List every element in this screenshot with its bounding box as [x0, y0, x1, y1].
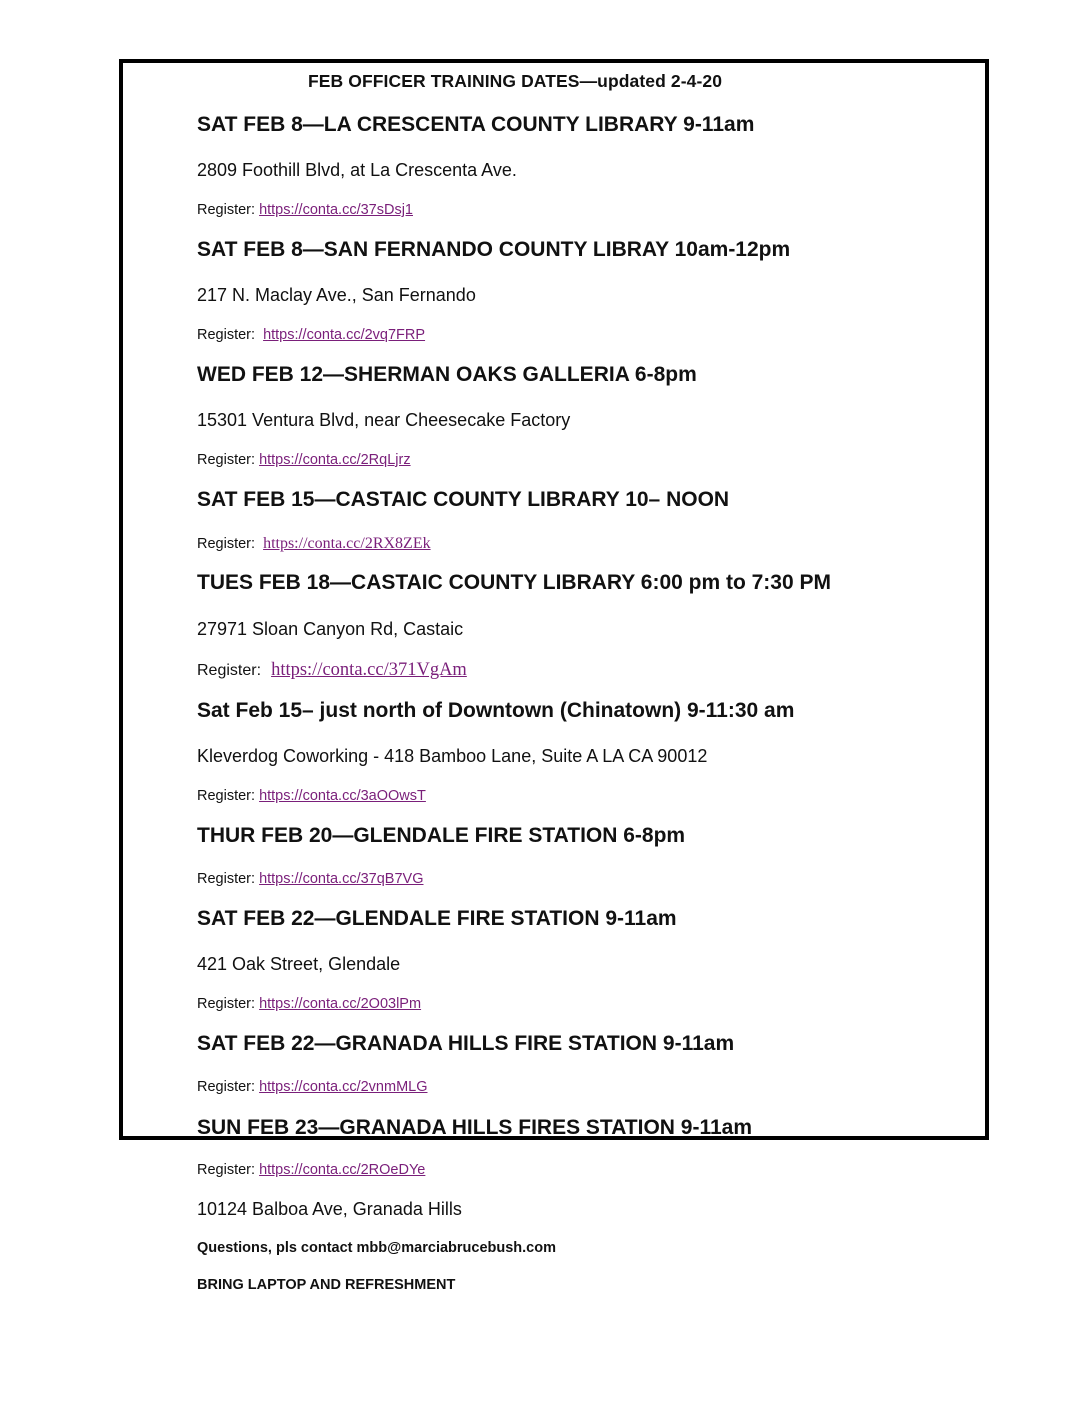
register-link[interactable]: https://conta.cc/3aOOwsT	[259, 788, 426, 804]
event-heading: WED FEB 12—SHERMAN OAKS GALLERIA 6-8pm	[197, 363, 697, 386]
event-address: Kleverdog Coworking - 418 Bamboo Lane, Suite A LA CA 90012	[197, 746, 708, 766]
event-address: 10124 Balboa Ave, Granada Hills	[197, 1199, 462, 1219]
register-label: Register:	[197, 327, 256, 343]
event-address: 217 N. Maclay Ave., San Fernando	[197, 285, 476, 305]
event-heading: TUES FEB 18—CASTAIC COUNTY LIBRARY 6:00 pm to 7:30 PM	[197, 571, 831, 594]
register-link[interactable]: https://conta.cc/2O03lPm	[259, 996, 422, 1012]
event-address: 421 Oak Street, Glendale	[197, 954, 401, 974]
bring-note: BRING LAPTOP AND REFRESHMENT	[197, 1277, 456, 1293]
register-label: Register:	[197, 536, 256, 552]
register-link[interactable]: https://conta.cc/37sDsj1	[259, 202, 413, 218]
register-row	[197, 202, 413, 218]
register-row	[197, 871, 424, 887]
event-heading: SUN FEB 23—GRANADA HILLS FIRES STATION 9-11am	[197, 1116, 753, 1139]
register-link[interactable]: https://conta.cc/37qB7VG	[259, 871, 424, 887]
event-heading: Sat Feb 15– just north of Downtown (Chinatown) 9-11:30 am	[197, 699, 795, 722]
register-label: Register:	[197, 202, 256, 218]
register-link[interactable]: https://conta.cc/2vnmMLG	[259, 1079, 428, 1095]
event-heading: SAT FEB 22—GLENDALE FIRE STATION 9-11am	[197, 907, 677, 930]
event-heading: SAT FEB 22—GRANADA HILLS FIRE STATION 9-11am	[197, 1032, 735, 1055]
event-address: 15301 Ventura Blvd, near Cheesecake Factory	[197, 410, 571, 430]
event-address: 2809 Foothill Blvd, at La Crescenta Ave.	[197, 160, 517, 180]
register-label: Register:	[197, 788, 256, 804]
register-row	[197, 1079, 428, 1095]
event-address: 27971 Sloan Canyon Rd, Castaic	[197, 619, 464, 639]
event-heading: SAT FEB 8—SAN FERNANDO COUNTY LIBRAY 10am-12pm	[197, 238, 791, 261]
document-border	[119, 59, 989, 1140]
register-label: Register:	[197, 452, 256, 468]
event-heading: SAT FEB 8—LA CRESCENTA COUNTY LIBRARY 9-11am	[197, 113, 755, 136]
register-row	[197, 535, 431, 553]
register-link[interactable]: https://conta.cc/2RqLjrz	[259, 452, 411, 468]
page-title: FEB OFFICER TRAINING DATES—updated 2-4-20	[308, 71, 723, 91]
register-label: Register:	[197, 1079, 256, 1095]
event-heading: THUR FEB 20—GLENDALE FIRE STATION 6-8pm	[197, 824, 686, 847]
register-link[interactable]: https://conta.cc/2ROeDYe	[259, 1162, 426, 1178]
register-row	[197, 327, 425, 343]
register-row	[197, 660, 467, 681]
register-label: Register:	[197, 1162, 256, 1178]
register-link[interactable]: https://conta.cc/2vq7FRP	[263, 327, 426, 343]
register-label: Register:	[197, 996, 256, 1012]
event-heading: SAT FEB 15—CASTAIC COUNTY LIBRARY 10– NOON	[197, 488, 730, 511]
register-row	[197, 452, 411, 468]
register-label: Register:	[197, 662, 262, 679]
register-row	[197, 1162, 425, 1178]
questions-note: Questions, pls contact mbb@marciabrucebush.com	[197, 1240, 556, 1256]
register-row	[197, 788, 426, 804]
register-label: Register:	[197, 871, 256, 887]
register-link[interactable]: https://conta.cc/371VgAm	[271, 660, 467, 680]
register-row	[197, 996, 421, 1012]
register-link[interactable]: https://conta.cc/2RX8ZEk	[263, 535, 431, 552]
